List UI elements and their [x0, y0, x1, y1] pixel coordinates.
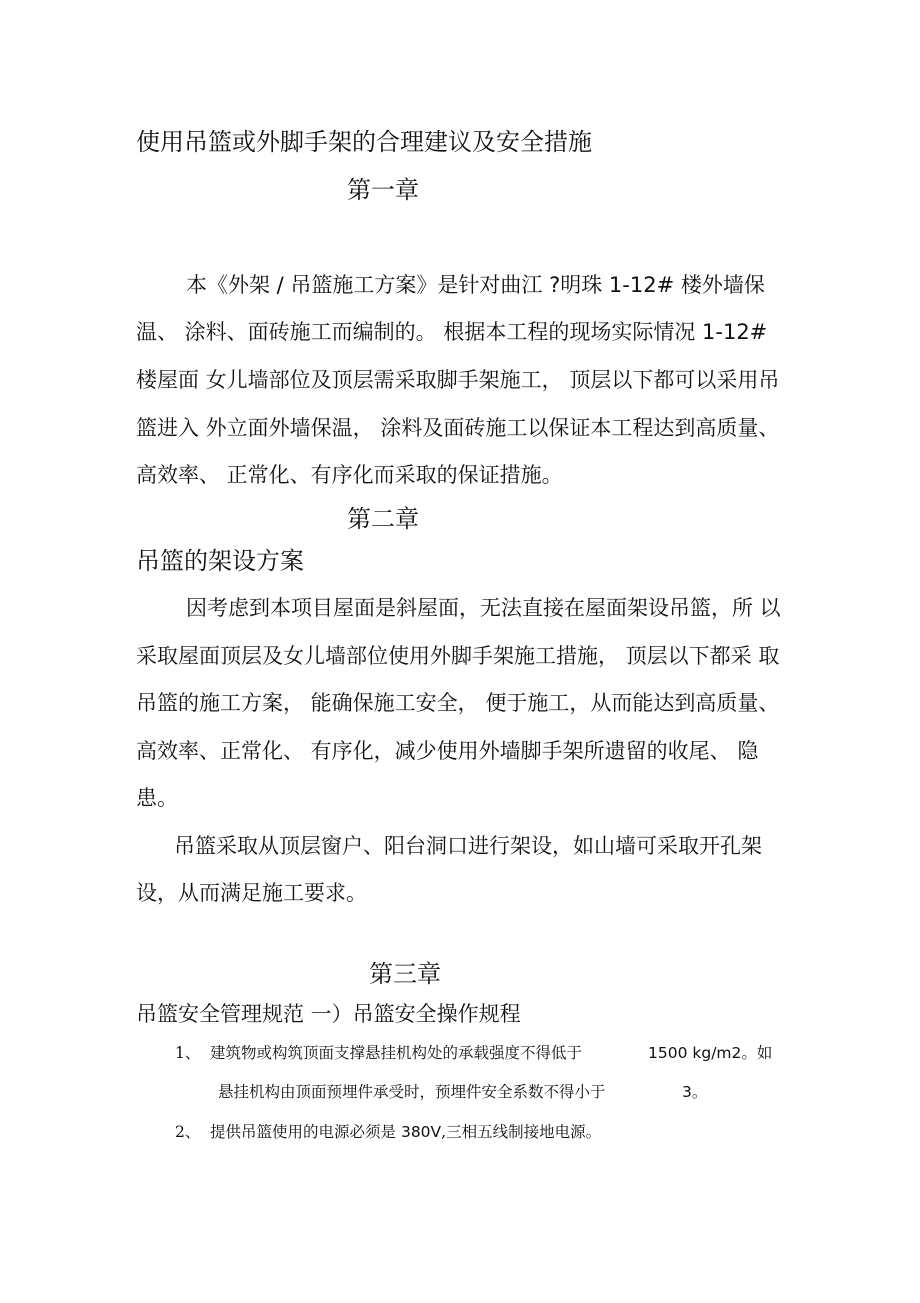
paragraph-line: 设，从而满足施工要求。: [136, 881, 367, 905]
chapter-3-heading: 第三章: [369, 960, 441, 988]
voltage-value: 380V: [400, 1123, 442, 1141]
paragraph-line: 楼屋面 女儿墙部位及顶层需采取脚手架施工， 顶层以下都可以采用吊: [136, 368, 780, 392]
paragraph-line: 患。: [136, 786, 178, 810]
paragraph-line: 采取屋面顶层及女儿墙部位使用外脚手架施工措施， 顶层以下都采 取: [136, 644, 780, 668]
paragraph-line: 高效率、 正常化、有序化而采取的保证措施。: [136, 463, 563, 487]
doc-title: 使用吊篮或外脚手架的合理建议及安全措施: [136, 128, 592, 156]
list-item-number: 2、: [175, 1123, 201, 1141]
safety-factor-value: 3: [682, 1083, 692, 1101]
list-item-text: 悬挂机构由顶面预埋件承受时，预埋件安全系数不得小于: [218, 1083, 606, 1101]
paragraph-line: 篮进入 外立面外墙保温， 涂料及面砖施工以保证本工程达到高质量、: [136, 416, 780, 440]
chapter-2-heading: 第二章: [347, 505, 419, 533]
chapter-1-heading: 第一章: [347, 176, 419, 204]
paragraph-line: 高效率、正常化、 有序化，减少使用外墙脚手架所遗留的收尾、 隐: [136, 739, 759, 763]
list-item-value: [648, 1046, 772, 1062]
list-item-number: 1、: [175, 1044, 201, 1062]
list-item-text: 建筑物或构筑顶面支撑悬挂机构处的承载强度不得低于: [210, 1044, 583, 1062]
chapter-3-subheading: 吊篮安全管理规范 一）吊篮安全操作规程: [136, 1002, 521, 1026]
list-item-tail: 。: [691, 1083, 708, 1101]
chapter-2-subheading: 吊篮的架设方案: [136, 547, 304, 575]
list-item-line: 提供吊篮使用的电源必须是: [210, 1123, 397, 1141]
list-item-tail: ,三相五线制接地电源。: [441, 1123, 602, 1141]
list-item-tail: 。如: [741, 1044, 773, 1062]
list-item-value: [682, 1085, 707, 1101]
paragraph-line: 因考虑到本项目屋面是斜屋面，无法直接在屋面架设吊篮，所 以: [186, 596, 781, 620]
list-item-text: [210, 1125, 601, 1141]
paragraph-line: 吊篮采取从顶层窗户、阳台洞口进行架设，如山墙可采取开孔架: [174, 834, 762, 858]
load-strength-value: 1500 kg/m2: [648, 1044, 742, 1062]
paragraph-line: 温、 涂料、面砖施工而编制的。 根据本工程的现场实际情况 1-12#: [136, 320, 768, 344]
paragraph-line: 吊篮的施工方案， 能确保施工安全， 便于施工，从而能达到高质量、: [136, 691, 780, 715]
paragraph-line: 本《外架 / 吊篮施工方案》是针对曲江 ?明珠 1-12# 楼外墙保: [186, 273, 765, 297]
